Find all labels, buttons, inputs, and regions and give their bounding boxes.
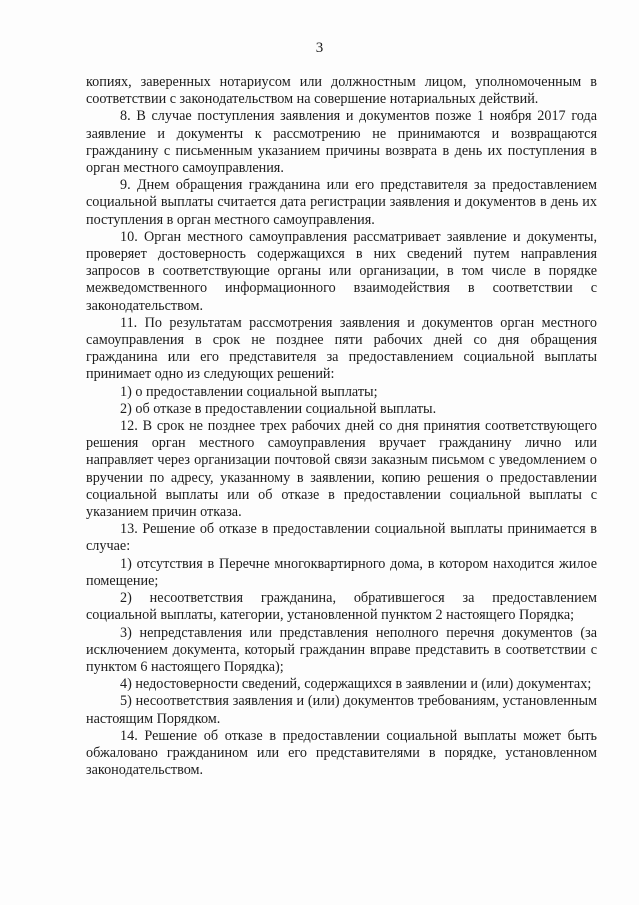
paragraph-13: 13. Решение об отказе в предоставлении социальной выплаты принимается в случае: [86, 521, 597, 555]
paragraph-13-item-3: 3) непредставления или представления неполного перечня документов (за исключением документа, который гражданин вправе представить в соответствии с пунктом 6 настоящего Порядка); [86, 624, 597, 675]
paragraph-9: 9. Днем обращения гражданина или его представителя за предоставлением социальной выплаты считается дата регистрации заявления и документов в день их поступления в орган местного самоуправления. [86, 177, 597, 228]
paragraph-8: 8. В случае поступления заявления и документов позже 1 ноября 2017 года заявление и документы к рассмотрению не принимаются и возвращаются гражданину с письменным указанием причины возврата в день их поступления в орган местного самоуправления. [86, 108, 597, 177]
paragraph-13-item-1: 1) отсутствия в Перечне многоквартирного дома, в котором находится жилое помещение; [86, 555, 597, 589]
paragraph-11: 11. По результатам рассмотрения заявления и документов орган местного самоуправления в срок не позднее пяти рабочих дней со дня обращения гражданина или его представителя за предоставлением социальной выплаты принимает одно из следующих решений: [86, 314, 597, 383]
paragraph-10: 10. Орган местного самоуправления рассматривает заявление и документы, проверяет достоверность содержащихся в них сведений путем направления запросов в соответствующие органы или организации, в том числе в порядке межведомственного информационного взаимодействия в соответствии с законодательством. [86, 228, 597, 314]
page-number: 3 [315, 40, 324, 56]
paragraph-13-item-4: 4) недостоверности сведений, содержащихся в заявлении и (или) документах; [120, 676, 592, 693]
document-body [86, 74, 597, 779]
paragraph-12: 12. В срок не позднее трех рабочих дней со дня принятия соответствующего решения орган местного самоуправления вручает гражданину лично или направляет через организации почтовой связи заказным письмом с уведомлением о вручении по адресу, указанному в заявлении, копию решения о предоставлении социальной выплаты или об отказе в предоставлении социальной выплаты с указанием причин отказа. [86, 418, 597, 521]
paragraph-11-item-1: 1) о предоставлении социальной выплаты; [120, 383, 378, 400]
paragraph-continuation: копиях, заверенных нотариусом или должностным лицом, уполномоченным в соответствии с законодательством на совершение нотариальных действий. [86, 74, 597, 108]
paragraph-13-item-2: 2) несоответствия гражданина, обратившегося за предоставлением социальной выплаты, категории, установленной пунктом 2 настоящего Порядка; [86, 590, 597, 624]
paragraph-13-item-5: 5) несоответствия заявления и (или) документов требованиям, установленным настоящим Порядком. [86, 693, 597, 727]
paragraph-14: 14. Решение об отказе в предоставлении социальной выплаты может быть обжаловано гражданином или его представителями в порядке, установленном законодательством. [86, 727, 597, 779]
paragraph-11-item-2: 2) об отказе в предоставлении социальной выплаты. [120, 400, 437, 417]
